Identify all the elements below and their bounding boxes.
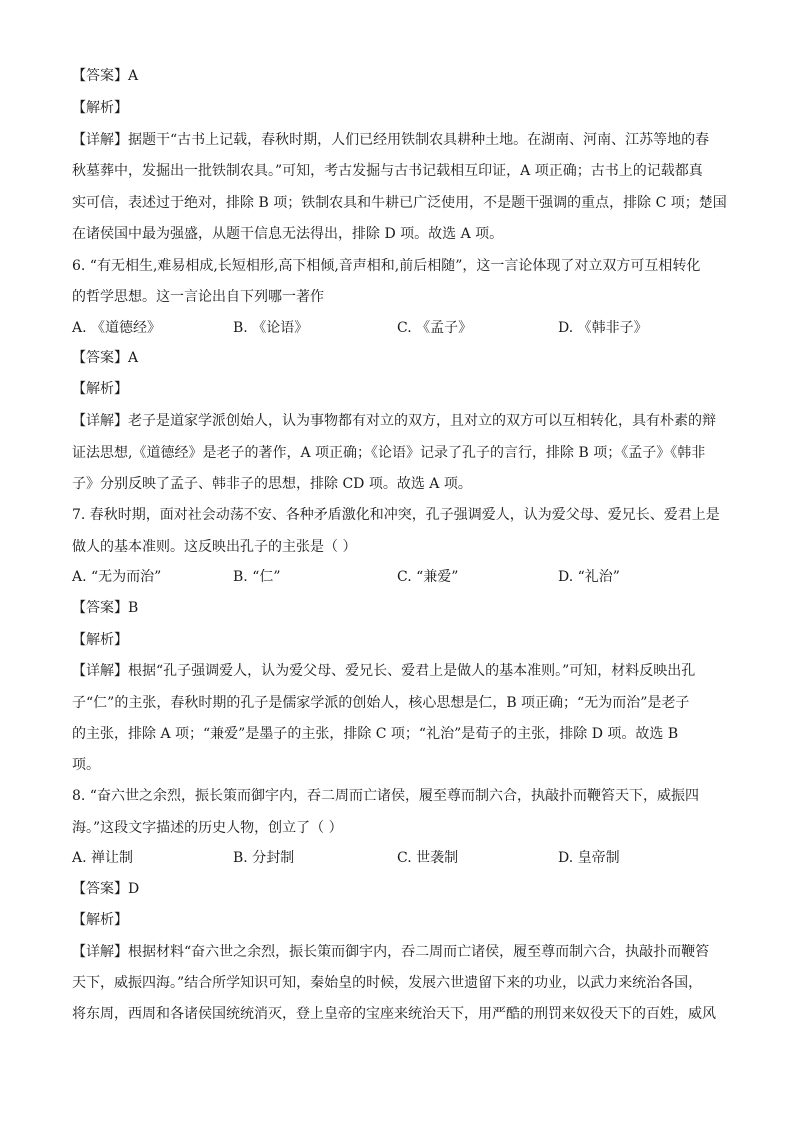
q7-detail-line: 【详解】根据“孔子强调爱人，认为爱父母、爱兄长、爱君上是做人的基本准则。”可知，材料反映出孔 [72, 663, 696, 679]
q7-stem-line: 7. 春秋时期，面对社会动荡不安、各种矛盾激化和冲突，孔子强调爱人，认为爱父母、爱兄长、爱君上是 [72, 507, 720, 523]
q8-detail-line: 【详解】根据材料“奋六世之余烈，振长策而御宇内，吞二周而亡诸侯，履至尊而制六合，执敲扑而鞭笞 [72, 944, 710, 960]
q6-answer: 【答案】A [72, 350, 139, 366]
q5-analysis-label: 【解析】 [72, 100, 128, 116]
q8-option-b: B. 分封制 [233, 850, 295, 866]
q8-detail-line: 将东周，西周和各诸侯国统统消灭，登上皇帝的宝座来统治天下，用严酷的刑罚来奴役天下的百姓，威风 [72, 1006, 716, 1022]
q7-answer: 【答案】B [72, 600, 139, 616]
q7-option-a: A. “无为而治” [72, 569, 162, 585]
q7-option-b: B. “仁” [233, 569, 281, 585]
q6-detail-line: 【详解】老子是道家学派创始人，认为事物都有对立的双方，且对立的双方可以互相转化，具有朴素的辩 [72, 413, 716, 429]
q7-stem-line: 做人的基本准则。这反映出孔子的主张是（ ） [72, 539, 357, 555]
q8-option-c: C. 世袭制 [397, 850, 459, 866]
q8-stem-line: 海。”这段文字描述的历史人物，创立了（ ） [72, 820, 343, 836]
q6-option-d: D. 《韩非子》 [558, 320, 648, 336]
q5-detail-line: 【详解】据题干“古书上记载，春秋时期，人们已经用铁制农具耕种土地。在湖南、河南、江苏等地的春 [72, 132, 710, 148]
q5-detail-line: 在诸侯国中最为强盛，从题干信息无法得出，排除 D 项。故选 A 项。 [72, 226, 504, 242]
q8-option-a: A. 禅让制 [72, 850, 134, 866]
q8-analysis-label: 【解析】 [72, 912, 128, 928]
q6-option-a: A. 《道德经》 [72, 320, 162, 336]
q7-option-d: D. “礼治” [558, 569, 620, 585]
q7-detail-line: 子“仁”的主张，春秋时期的孔子是儒家学派的创始人，核心思想是仁，B 项正确；“无为而治”是老子 [72, 695, 690, 711]
q7-analysis-label: 【解析】 [72, 632, 128, 648]
q6-option-b: B. 《论语》 [233, 320, 309, 336]
q6-option-c: C. 《孟子》 [397, 320, 473, 336]
q8-option-d: D. 皇帝制 [558, 850, 620, 866]
q7-option-c: C. “兼爱” [397, 569, 459, 585]
q6-analysis-label: 【解析】 [72, 381, 128, 397]
q8-answer: 【答案】D [72, 881, 140, 897]
q5-detail-line: 实可信，表述过于绝对，排除 B 项；铁制农具和牛耕已广泛使用，不是题干强调的重点，排除 C 项；楚国 [72, 195, 727, 211]
q7-detail-line: 项。 [72, 757, 100, 773]
q8-detail-line: 天下，威振四海。”结合所学知识可知，秦始皇的时候，发展六世遗留下来的功业，以武力来统治各国， [72, 975, 703, 991]
q6-detail-line: 证法思想,《道德经》是老子的著作，A 项正确；《论语》记录了孔子的言行，排除 B 项；《孟子》《韩非 [72, 445, 706, 461]
q5-answer: 【答案】A [72, 68, 139, 84]
q6-stem-line: 6. “有无相生,难易相成,长短相形,高下相倾,音声相和,前后相随”，这一言论体现了对立双方可互相转化 [72, 258, 701, 274]
q6-detail-line: 子》分别反映了孟子、韩非子的思想，排除 CD 项。故选 A 项。 [72, 476, 472, 492]
q8-stem-line: 8. “奋六世之余烈，振长策而御宇内，吞二周而亡诸侯，履至尊而制六合，执敲扑而鞭笞天下，威振四 [72, 788, 699, 804]
q7-detail-line: 的主张，排除 A 项；“兼爱”是墨子的主张，排除 C 项；“礼治”是荀子的主张，排除 D 项。故选 B [72, 726, 679, 742]
q5-detail-line: 秋墓葬中，发掘出一批铁制农具。”可知，考古发掘与古书记载相互印证，A 项正确；古书上的记载都真 [72, 163, 703, 179]
q6-stem-line: 的哲学思想。这一言论出自下列哪一著作 [72, 289, 324, 305]
